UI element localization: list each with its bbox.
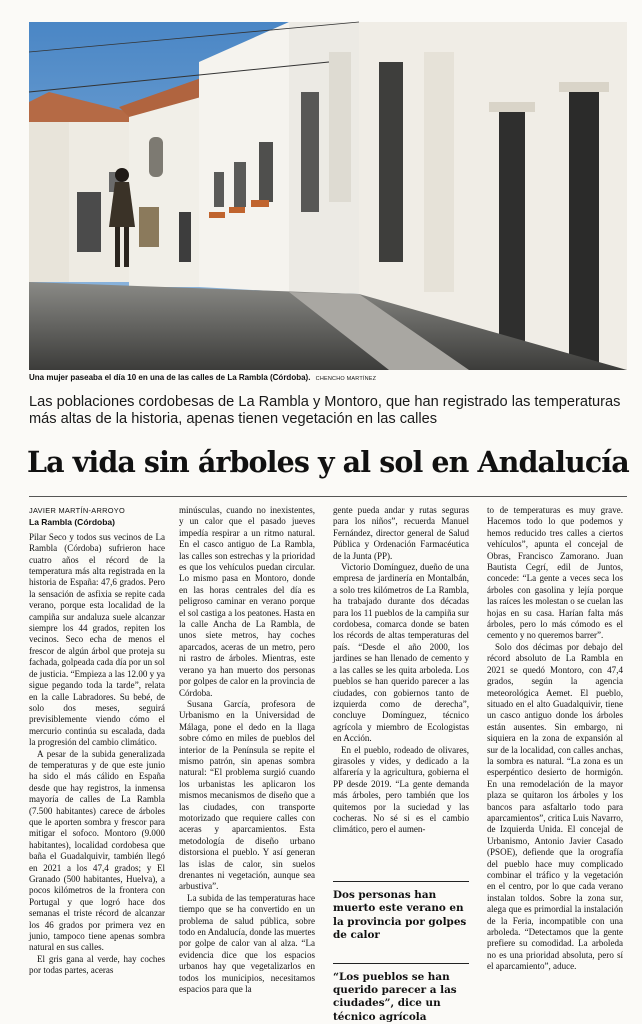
article-column-2 xyxy=(179,505,315,997)
caption-text: Una mujer paseaba el día 10 en una de las calles de La Rambla (Córdoba). xyxy=(29,373,311,382)
pull-quote: Dos personas han muerto este verano en la provincia por golpes de calor xyxy=(333,881,469,943)
photo-credit: CHENCHO MARTÍNEZ xyxy=(315,376,377,382)
byline: JAVIER MARTÍN-ARROYO xyxy=(29,506,126,515)
article-column-3 xyxy=(333,505,469,1023)
paragraph: to de temperaturas es muy grave. Hacemos todo lo que podemos y hemos reducido tres calles a ciertos vehículos”, apunta el concejal de Obras, Francisco Zamorano. Juan Bautista Cegrí, edil de Juntos, concede: “La gente a veces seca los árboles con gasolina y lejía porque las raíces les molestan o se cuelan las hojas en su casa. Harían falta más árboles, pero lo más cómodo es el cemento y no queremos barrer”. xyxy=(487,505,623,641)
photo-caption xyxy=(29,373,629,382)
paragraph: Susana García, profesora de Urbanismo en la Universidad de Málaga, pone el dedo en la llaga sobre cómo en miles de pueblos del interior de la Península se repite el mismo patrón, sin apenas sombra natural: “El problema surgió cuando los urbanistas les aplicaron los mismos mecanismos de diseño que a las ciudades, con transporte motorizado que requiere calles con aceras y aparcamientos. Esta metodología de diseño urbano distorsiona el pueblo. Y así generan las islas de calor, sin suelos drenantes ni vegetación, aunque sea arbustiva”. xyxy=(179,698,315,892)
paragraph: Pilar Seco y todos sus vecinos de La Rambla (Córdoba) sufrieron hace cuatro años el récord de la temperatura más alta registrada en la historia de España: 47,6 grados. Pero la sensación de asfixia se repite cada verano, porque esta localidad de la campiña sur andaluza suele alcanzar siempre los 44 grados, repiten los vecinos. Seco echa de menos el frescor de algún árbol que proteja su fachada, golpeada cada día por un sol de justicia. “Empieza a las 12.00 y ya sigue pegando toda la tarde”, relata en la calle Labradores. Su bebé, de solo dos meses, seguirá previsiblemente viendo cómo el mercurio continúa su escalada, dada la progresión del cambio climático. xyxy=(29,531,165,748)
article-photo xyxy=(29,22,627,370)
divider xyxy=(29,496,627,497)
dateline: La Rambla (Córdoba) xyxy=(29,517,115,528)
column-text xyxy=(333,505,469,872)
article-column-4 xyxy=(487,505,623,997)
paragraph: El gris gana al verde, hay coches por todas partes, aceras xyxy=(29,953,165,976)
paragraph: En el pueblo, rodeado de olivares, girasoles y vides, y dedicado a la alfarería y la agricultura, gobierna el PP desde 2019. “La gente demanda más árboles, pero también que los quitemos por la suciedad y las cocheras. No sé si es el cambio climático, pero el aumen- xyxy=(333,744,469,835)
paragraph: Solo dos décimas por debajo del récord absoluto de La Rambla en 2021 se quedó Montoro, con 47,4 grados, según la agencia meteorológica Aemet. El pueblo, situado en el alto Guadalquivir, tiene un casco antiguo donde los árboles están ausentes. Sin embargo, ni siquiera en la zona de expansión al sur de la localidad, con calles anchas, la sombra es natural. “La zona es un esperpéntico desierto de hormigón. En una remodelación de la mayor plaza se quitaron los árboles y los bancos para asfaltarlo todo para aparcamientos”, critica Luis Navarro, de Izquierda Unida. El concejal de Urbanismo, Antonio Javier Casado (PSOE), defiende que la orografía del pueblo hace muy complicado combinar el tráfico y la vegetación en el centro, por lo que cada verano instalan toldos. Sobre la zona sur, alega que es primordial la instalación de la Feria, incompatible con una arboleda. “Detectamos que la gente prefiere su comodidad. La arboleda no es una prioridad absoluta, pero sí el aparcamiento”, aduce. xyxy=(487,641,623,972)
article-column-1 xyxy=(29,505,165,997)
article-headline: La vida sin árboles y al sol en Andalucía xyxy=(27,445,629,479)
paragraph: A pesar de la subida generalizada de temperaturas y de que este junio ha sido el más cálido en España desde que hay registros, la inmensa mayoría de calles de La Rambla (7.500 habitantes) carece de árboles que le aporten sombra y frescor para mitigar el sofoco. Montoro (9.000 habitantes), localidad cordobesa que baña el Guadalquivir, también llegó en 2021 a los 47,4 grados; y El Granado (500 habitantes, Huelva), a pocos kilómetros de la frontera con Portugal y que logró hace dos semanas el triste récord de alcanzar los 46 grados por primera vez en junio, tampoco tiene apenas sombra natural en sus calles. xyxy=(29,748,165,953)
street-photo-icon xyxy=(29,22,627,370)
pull-quote: “Los pueblos se han querido parecer a las ciudades”, dice un técnico agrícola xyxy=(333,963,469,1024)
paragraph: gente pueda andar y rutas seguras para los niños”, recuerda Manuel Fernández, director general de Salud Pública y Ordenación Farmacéutica de la Junta (PP). xyxy=(333,505,469,561)
paragraph: La subida de las temperaturas hace tiempo que se ha convertido en un problema de salud pública, sobre todo en Andalucía, donde las muertes por golpe de calor van al alza. “La evidencia dice que los espacios urbanos hay que vegetalizarlos en todos los municipios, necesitamos espacios para que la xyxy=(179,892,315,995)
paragraph: minúsculas, cuando no inexistentes, y un calor que el pasado jueves impedía respirar a un ritmo natural. En el casco antiguo de La Rambla, las calles son estrechas y la prioridad es que los vehículos puedan circular. Lo mismo pasa en Montoro, donde en las horas centrales del día es peligroso caminar en verano porque el sol castiga a los peatones. Hasta en la calle Ancha de La Rambla, de unos siete metros, hay coches aparcados, aceras de un metro, pero ni rastro de árboles. Mientras, este verano ya han muerto dos personas por golpes de calor en la provincia de Córdoba. xyxy=(179,505,315,698)
paragraph: Victorio Domínguez, dueño de una empresa de jardinería en Montalbán, a solo tres kilómetros de La Rambla, ha trabajado durante dos décadas para los 11 pueblos de la campiña sur cordobesa, comarca donde se baten los récords de altas temperaturas del país. “Desde el año 2000, los jardines se han llenado de cemento y a las calles se les quita arboleda. Los pueblos se han querido parecer a las ciudades, con gobiernos tanto de izquierda como de derecha”, concluye Domínguez, técnico agrícola y miembro de Ecologistas en Acción. xyxy=(333,562,469,744)
article-subheadline: Las poblaciones cordobesas de La Rambla y Montoro, que han registrado las temperaturas más altas de la historia, apenas tienen vegetación en las calles xyxy=(29,394,621,427)
